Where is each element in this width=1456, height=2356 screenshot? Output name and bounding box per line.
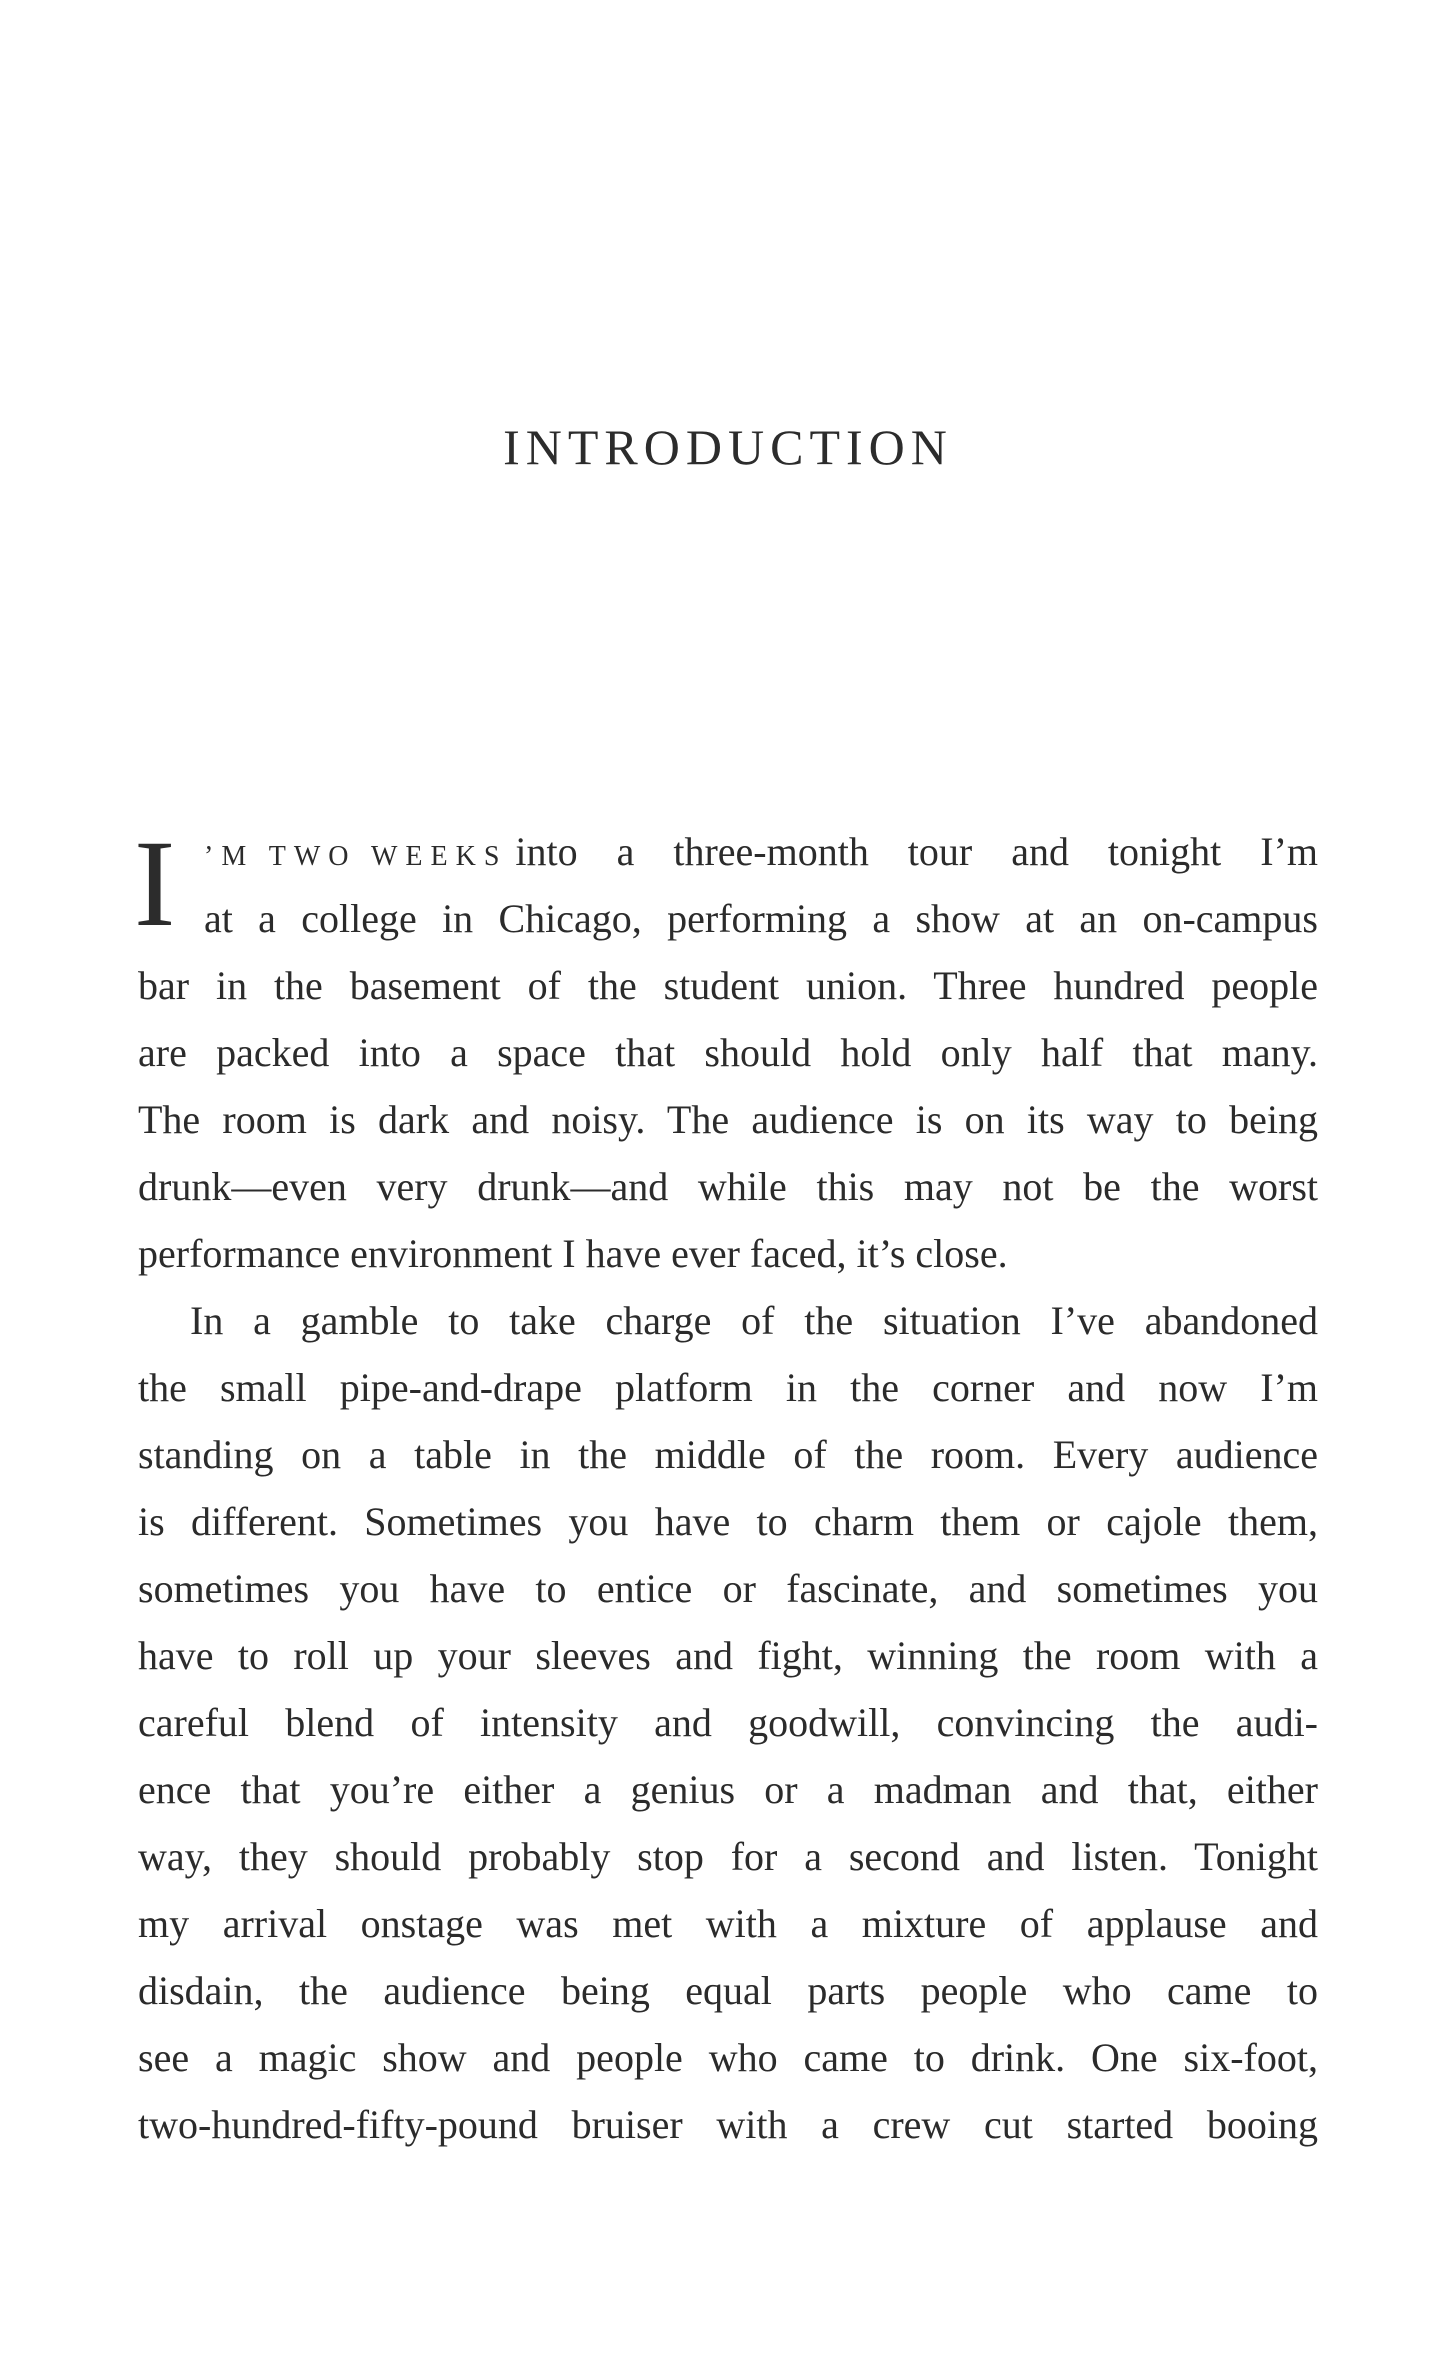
line-text: the small pipe-and-drape platform in the corner and now I’m [138,1365,1318,1410]
text-line-17 [138,1890,1318,1957]
text-line-11 [138,1488,1318,1555]
text-line-5 [138,1086,1318,1153]
text-line-7 [138,1220,1318,1287]
line-text: drunk—even very drunk—and while this may not be the worst [138,1164,1318,1209]
line-text: performance environment I have ever faced, it’s close. [138,1231,1008,1276]
text-line-14 [138,1689,1318,1756]
chapter-title: INTRODUCTION [503,419,953,475]
line-text: at a college in Chicago, performing a show at an on-campus [204,896,1318,941]
text-line-9 [138,1354,1318,1421]
line-text: standing on a table in the middle of the room. Every audience [138,1432,1318,1477]
line-text: way, they should probably stop for a second and listen. Tonight [138,1834,1318,1879]
line-text: is different. Sometimes you have to charm them or cajole them, [138,1499,1318,1544]
text-line-20 [138,2091,1318,2158]
opening-small-caps: ’M TWO WEEKS [204,841,508,872]
body-text [134,815,1318,2158]
line-text: sometimes you have to entice or fascinate, and sometimes you [138,1566,1318,1611]
text-line-13 [138,1622,1318,1689]
line-text: see a magic show and people who came to drink. One six-foot, [138,2035,1318,2080]
line-text: are packed into a space that should hold only half that many. [138,1030,1318,1075]
line-text: careful blend of intensity and goodwill, convincing the audi- [138,1700,1318,1745]
text-line-6 [138,1153,1318,1220]
text-line-16 [138,1823,1318,1890]
text-line-18 [138,1957,1318,2024]
text-line-10 [138,1421,1318,1488]
line-text: have to roll up your sleeves and fight, winning the room with a [138,1633,1318,1678]
line-text: two-hundred-fifty-pound bruiser with a crew cut started booing [138,2102,1318,2147]
text-line-3 [138,952,1318,1019]
line-text: ence that you’re either a genius or a madman and that, either [138,1767,1318,1812]
line-text: bar in the basement of the student union. Three hundred people [138,963,1318,1008]
drop-cap: I [134,815,176,952]
text-line-8 [138,1287,1318,1354]
text-line-19 [138,2024,1318,2091]
text-line-2 [138,885,1318,952]
text-line-4 [138,1019,1318,1086]
line-text: disdain, the audience being equal parts people who came to [138,1968,1318,2013]
line-text: into a three-month tour and tonight I’m [515,829,1318,874]
line-text: In a gamble to take charge of the situation I’ve abandoned [190,1298,1318,1343]
text-line-12 [138,1555,1318,1622]
line-text: The room is dark and noisy. The audience is on its way to being [138,1097,1318,1142]
text-line-15 [138,1756,1318,1823]
line-text: my arrival onstage was met with a mixture of applause and [138,1901,1318,1946]
